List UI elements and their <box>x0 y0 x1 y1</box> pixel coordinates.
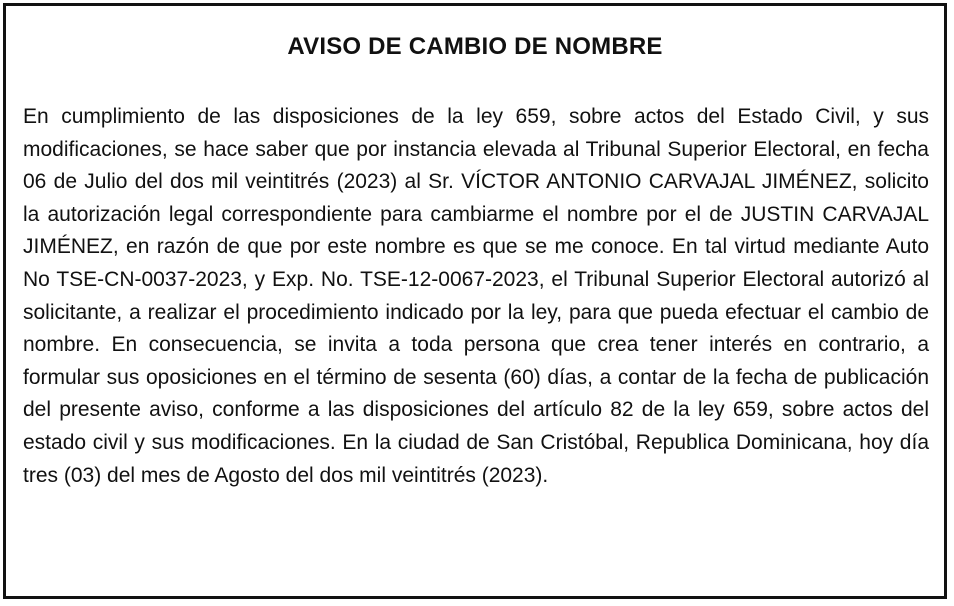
notice-frame <box>3 3 947 599</box>
notice-body: En cumplimiento de las disposiciones de la ley 659, sobre actos del Estado Civil, y sus modificaciones, se hace saber que por instancia elevada al Tribunal Superior Electoral, en fecha 06 de Julio del dos mil veintitrés (2023) al Sr. VÍCTOR ANTONIO CARVAJAL JIMÉNEZ, solicito la autorización legal correspondiente para cambiarme el nombre por el de JUSTIN CARVAJAL JIMÉNEZ, en razón de que por este nombre es que se me conoce. En tal virtud mediante Auto No TSE-CN-0037-2023, y Exp. No. TSE-12-0067-2023, el Tribunal Superior Electoral autorizó al solicitante, a realizar el procedimiento indicado por la ley, para que pueda efectuar el cambio de nombre. En consecuencia, se invita a toda persona que crea tener interés en contrario, a formular sus oposiciones en el término de sesenta (60) días, a contar de la fecha de publicación del presente aviso, conforme a las disposiciones del artículo 82 de la ley 659, sobre actos del estado civil y sus modificaciones. En la ciudad de San Cristóbal, Republica Dominicana, hoy día tres (03) del mes de Agosto del dos mil veintitrés (2023). <box>23 105 929 487</box>
notice-title: AVISO DE CAMBIO DE NOMBRE <box>287 33 663 60</box>
